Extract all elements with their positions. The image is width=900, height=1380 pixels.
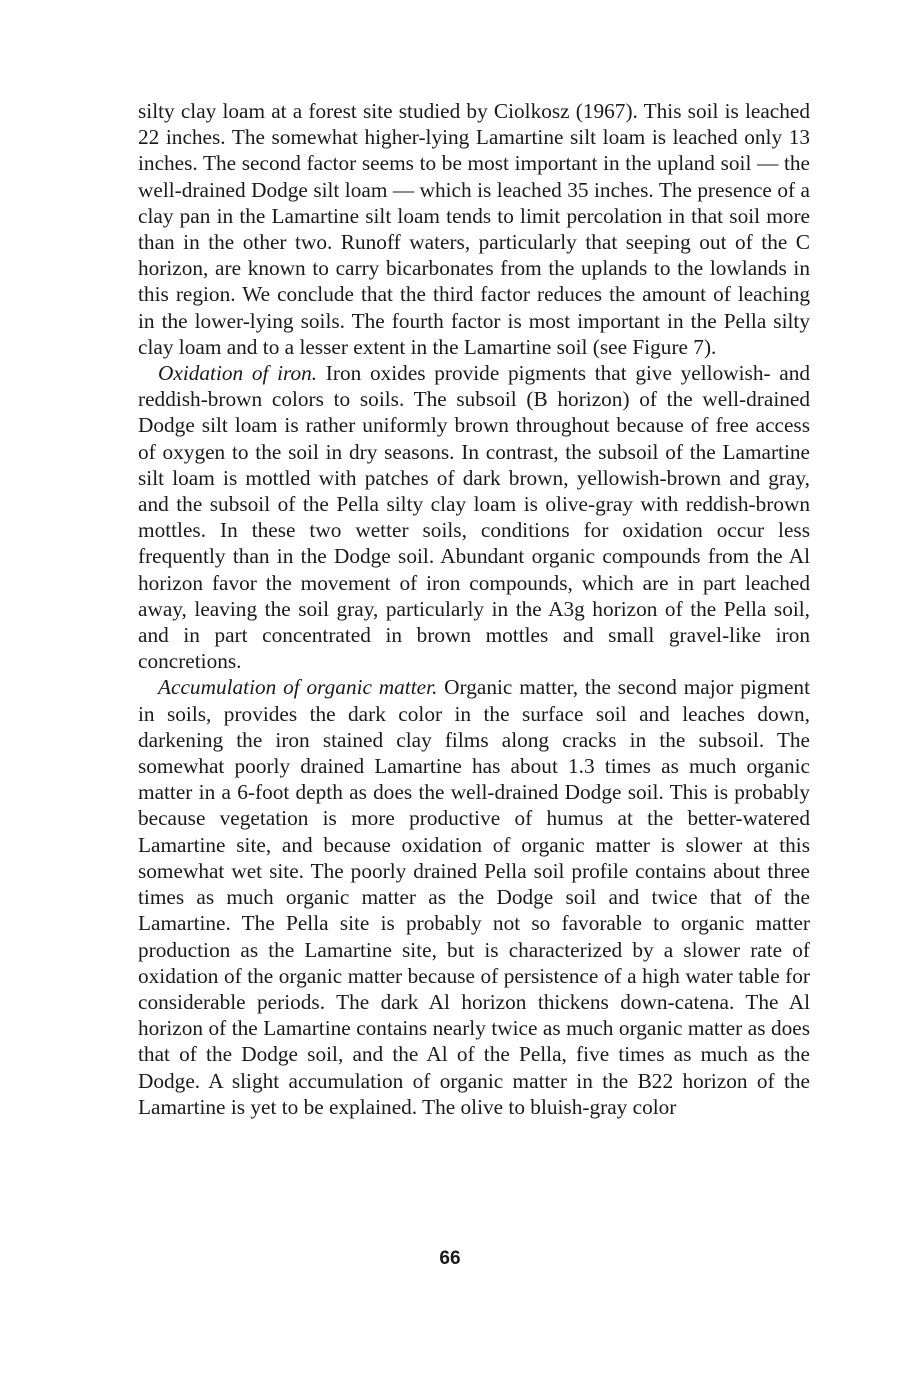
paragraph-organic-matter [138,674,810,1119]
paragraph-heading: Accumulation of organic matter. [158,675,438,700]
paragraph-text: silty clay loam at a forest site studied by Ciolkosz (1967). This soil is leached 22 inches. The somewhat higher-lying Lamartine silt loam is leached only 13 inches. The second factor seems to be most important in the upland soil — the well-drained Dodge silt loam — which is leached 35 inches. The presence of a clay pan in the Lamartine silt loam tends to limit percolation in that soil more than in the other two. Runoff waters, particularly that seeping out of the C horizon, are known to carry bicarbonates from the uplands to the lowlands in this region. We conclude that the third factor reduces the amount of leaching in the lower-lying soils. The fourth factor is most important in the Pella silty clay loam and to a lesser extent in the Lamartine soil (see Figure 7). [138,99,810,359]
paragraph-text: Organic matter, the second major pigment in soils, provides the dark color in the surface soil and leaches down, darkening the iron stained clay films along cracks in the subsoil. The somewhat poorly drained Lamartine has about 1.3 times as much organic matter in a 6-foot depth as does the well-drained Dodge soil. This is probably because vegetation is more productive of humus at the better-watered Lamartine site, and because oxidation of organic matter is slower at this somewhat wet site. The poorly drained Pella soil profile contains about three times as much organic matter as the Dodge soil and twice that of the Lamartine. The Pella site is probably not so favorable to organic matter production as the Lamartine site, but is characterized by a slower rate of oxidation of the organic matter because of persistence of a high water table for considerable periods. The dark Al horizon thickens down-catena. The Al horizon of the Lamartine contains nearly twice as much organic matter as does that of the Dodge soil, and the Al of the Pella, five times as much as the Dodge. A slight accumulation of organic matter in the B22 horizon of the Lamartine is yet to be explained. The olive to bluish-gray color [138,675,810,1119]
paragraph-heading: Oxidation of iron. [158,361,318,386]
page-number: 66 [439,1248,461,1269]
page-body [138,98,810,1120]
paragraph-text: Iron oxides provide pigments that give yellowish- and reddish-brown colors to soils. The subsoil (B horizon) of the well-drained Dodge silt loam is rather uniformly brown throughout because of free access of oxygen to the soil in dry seasons. In contrast, the subsoil of the Lamartine silt loam is mottled with patches of dark brown, yellowish-brown and gray, and the subsoil of the Pella silty clay loam is olive-gray with reddish-brown mottles. In these two wetter soils, conditions for oxidation occur less frequently than in the Dodge soil. Abundant organic compounds from the Al horizon favor the movement of iron compounds, which are in part leached away, leaving the soil gray, particularly in the A3g horizon of the Pella soil, and in part concentrated in brown mottles and small gravel-like iron concretions. [138,361,810,674]
paragraph-oxidation-of-iron [138,360,810,674]
paragraph-leaching [138,98,810,360]
